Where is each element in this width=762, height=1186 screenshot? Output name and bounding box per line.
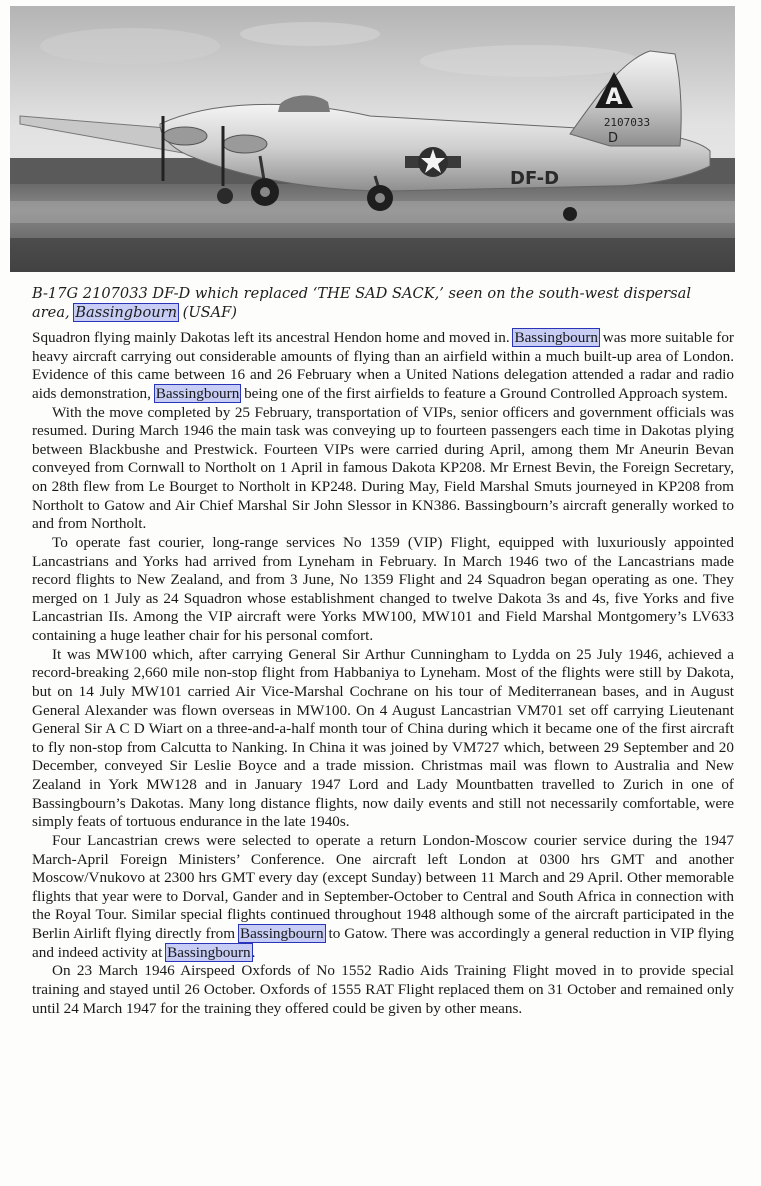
tail-letter-text: A (605, 85, 623, 110)
highlighted-term: Bassingbourn (240, 925, 324, 942)
highlighted-term: Bassingbourn (155, 384, 240, 402)
tail-serial-text: 2107033 (603, 116, 651, 129)
paragraph-3: To operate fast courier, long-range services No 1359 (VIP) Flight, equipped with luxuriously appointed Lancastrians and Yorks had arrived from Lyneham in February. In March 1946 two of the Lancastrians made record flights to New Zealand, and from 3 June, No 1359 Flight and 24 Squadron began operating as one. They merged on 1 July as 24 Squadron whose establishment changed to twelve Dakota 3s and 4s, five Yorks and five Lancastrian IIs. Among the VIP aircraft were Yorks MW100, MW101 and Field Marshal Montgomery’s LV633 containing a huge leather chair for his personal comfort. (32, 533, 734, 644)
paragraph-4: It was MW100 which, after carrying General Sir Arthur Cunningham to Lydda on 25 July 1946, achieved a record-breaking 2,660 mile non-stop flight from Habbaniya to Lyneham. Most of the flights were still by Dakota, but on 14 July MW101 carried Air Vice-Marshal Cochrane on his tour of Mediterranean bases, and in August General Alexander was flown overseas in MW100. On 4 August Lancastrian VM701 set off carrying Lieutenant General Sir A C D Wiart on a three-and-a-half month tour of China during which it became one of the first aircraft to fly non-stop from Calcutta to Nanking. In China it was joined by VM727 which, between 29 September and 20 December, conveyed Sir Leslie Boyce and a trade mission. Christmas mail was flown to Australia and New Zealand in York MW128 and in January 1947 Lord and Lady Mountbatten travelled to Zurich in one of Bassingbourn’s Dakotas. Many long distance flights, now daily events and still not necessarily comfortable, were simply feats of tortuous endurance in the late 1940s. (32, 645, 734, 831)
paragraph-text: . (251, 943, 256, 961)
highlighted-term: Bassingbourn (75, 304, 178, 321)
paragraph-text: being one of the first airfields to feature a Ground Controlled Approach system. (240, 384, 728, 402)
caption-text-start: B-17G 2107033 DF-D which replaced ‘THE SAD SACK,’ seen on the south-west dispersal area, (32, 285, 692, 321)
paragraph-text: Four Lancastrian crews were selected to operate a return London-Moscow courier service during the 1947 March-April Foreign Ministers’ Conference. One aircraft left London at 0300 hrs GMT and another Moscow/Vnukovo at 2300 hrs GMT every day (except Sunday) between 11 March and 29 April. Other memorable flights that year were to Dorval, Gander and in September-October to Central and South Africa in connection with the Royal Tour. Similar special flights continued throughout 1948 although some of the aircraft participated in the Berlin Airlift flying directly from (32, 831, 734, 942)
photo-caption (32, 284, 732, 322)
article-body (32, 329, 734, 1018)
paragraph-text: Squadron flying mainly Dakotas left its ancestral Hendon home and moved in. (32, 329, 514, 346)
paragraph-text: was more suitable for heavy aircraft carrying out considerable amounts of flying than an airfield within a much built-up area of London. Evidence of this came between 16 and 26 February when a United Nations delegation attended a radar and radio aids demonstration, (32, 329, 734, 402)
tail-code-text: D (607, 131, 619, 146)
b17-aircraft-photo (10, 6, 735, 272)
highlighted-term: Bassingbourn (167, 943, 251, 961)
paragraph-text: to Gatow. There was accordingly a general reduction in VIP flying and indeed activity at (32, 925, 734, 961)
paragraph-5 (32, 832, 734, 962)
paragraph-6: On 23 March 1946 Airspeed Oxfords of No 1552 Radio Aids Training Flight moved in to provide special training and stayed until 26 October. Oxfords of 1555 RAT Flight replaced them on 31 October and remained only until 24 March 1947 for the training they offered could be given by other means. (32, 962, 734, 1017)
caption-credit: (USAF) (178, 304, 238, 321)
fuselage-code-text: DF-D (510, 168, 560, 189)
paragraph-1 (32, 329, 734, 404)
paragraph-2: With the move completed by 25 February, transportation of VIPs, senior officers and government officials was resumed. During March 1946 the main task was conveying up to fourteen passengers each time in Dakotas plying between Blackbushe and Prestwick. Fourteen VIPs were carried during April, among them Mr Aneurin Bevan conveyed from Cornwall to Northolt on 1 April in famous Dakota KP208. Mr Ernest Bevin, the Foreign Secretary, on 28th flew from Le Bourget to Northolt in KP248. During May, Field Marshal Smuts journeyed in KP208 from Northolt to Gatow and Air Chief Marshal Sir John Slessor in KN386. Bassingbourn’s aircraft generally worked to and from Northolt. (32, 403, 734, 533)
highlighted-term: Bassingbourn (514, 329, 598, 346)
